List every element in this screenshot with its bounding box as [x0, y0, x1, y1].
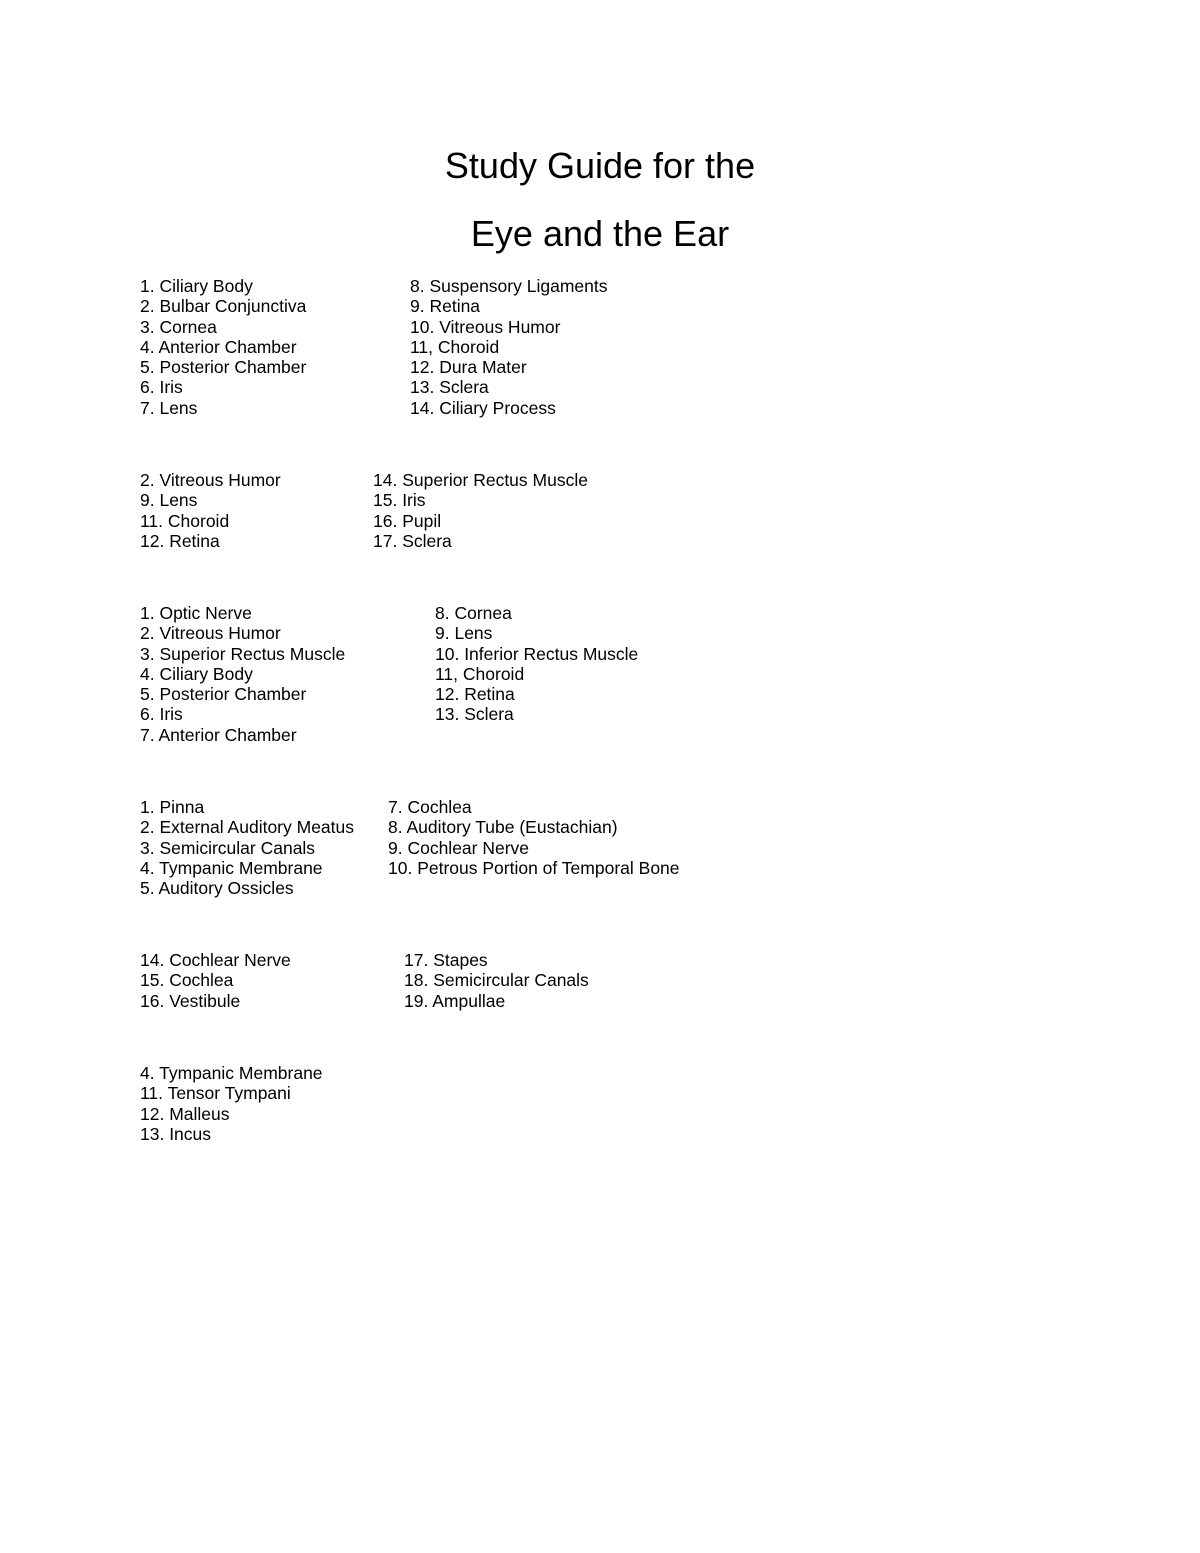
list-item: 3. Cornea [140, 316, 217, 337]
list-item: 9. Lens [435, 623, 493, 644]
list-item: 13. Sclera [435, 704, 514, 725]
list-item: 4. Ciliary Body [140, 663, 253, 684]
list-item: 8. Cornea [435, 603, 512, 623]
list-item: 5. Posterior Chamber [140, 357, 307, 378]
list-item: 2. Bulbar Conjunctiva [140, 296, 307, 317]
right-column [373, 470, 588, 551]
list-item: 18. Semicircular Canals [404, 970, 589, 991]
list-item: 13. Incus [140, 1123, 212, 1144]
list-item: 16. Pupil [373, 510, 442, 531]
list-item: 15. Iris [373, 490, 426, 511]
list-item: 7. Anterior Chamber [140, 724, 297, 745]
list-item: 11, Choroid [435, 663, 525, 684]
list-item: 14. Ciliary Process [410, 397, 556, 418]
list-item: 12. Retina [140, 530, 220, 551]
left-column [140, 1063, 323, 1144]
list-item: 11. Tensor Tympani [140, 1083, 291, 1104]
list-item: 11. Choroid [140, 510, 230, 531]
list-item: 10. Inferior Rectus Muscle [435, 643, 639, 664]
list-item: 4. Tympanic Membrane [140, 1063, 323, 1083]
left-column [140, 470, 281, 551]
list-item: 1. Optic Nerve [140, 603, 252, 623]
right-column [404, 950, 589, 1011]
left-column [140, 276, 306, 418]
list-item: 3. Semicircular Canals [140, 837, 316, 858]
list-item: 9. Retina [410, 296, 481, 317]
list-item: 13. Sclera [410, 377, 489, 398]
list-item: 10. Vitreous Humor [410, 316, 561, 337]
list-item: 11, Choroid [410, 336, 500, 357]
title-line-1: Study Guide for the [444, 145, 756, 186]
right-column [388, 797, 680, 878]
list-item: 14. Superior Rectus Muscle [373, 470, 588, 490]
list-item: 7. Lens [140, 397, 198, 418]
list-item: 6. Iris [140, 704, 183, 725]
list-item: 7. Cochlea [388, 797, 472, 817]
list-item: 9. Cochlear Nerve [388, 837, 530, 858]
list-item: 5. Auditory Ossicles [140, 878, 294, 899]
left-column [140, 603, 345, 745]
list-item: 3. Superior Rectus Muscle [140, 643, 346, 664]
list-item: 8. Auditory Tube (Eustachian) [388, 817, 618, 838]
left-column [140, 797, 354, 898]
title-line-2: Eye and the Ear [470, 213, 730, 254]
list-item: 12. Retina [435, 684, 515, 705]
right-column [410, 276, 607, 418]
list-item: 6. Iris [140, 377, 183, 398]
list-item: 1. Pinna [140, 797, 205, 817]
left-column [140, 950, 291, 1011]
list-item: 12. Dura Mater [410, 357, 527, 378]
list-item: 1. Ciliary Body [140, 276, 253, 296]
list-item: 9. Lens [140, 490, 198, 511]
list-item: 15. Cochlea [140, 970, 234, 991]
list-item: 8. Suspensory Ligaments [410, 276, 608, 296]
list-item: 10. Petrous Portion of Temporal Bone [388, 857, 680, 878]
right-column [435, 603, 638, 725]
list-item: 19. Ampullae [404, 990, 506, 1011]
list-item: 2. Vitreous Humor [140, 470, 281, 490]
list-item: 4. Anterior Chamber [140, 336, 297, 357]
list-item: 4. Tympanic Membrane [140, 857, 323, 878]
list-item: 14. Cochlear Nerve [140, 950, 291, 970]
list-item: 12. Malleus [140, 1103, 230, 1124]
list-item: 2. Vitreous Humor [140, 623, 281, 644]
list-item: 17. Sclera [373, 530, 452, 551]
list-item: 16. Vestibule [140, 990, 241, 1011]
list-item: 5. Posterior Chamber [140, 684, 307, 705]
list-item: 17. Stapes [404, 950, 488, 970]
list-item: 2. External Auditory Meatus [140, 817, 354, 838]
